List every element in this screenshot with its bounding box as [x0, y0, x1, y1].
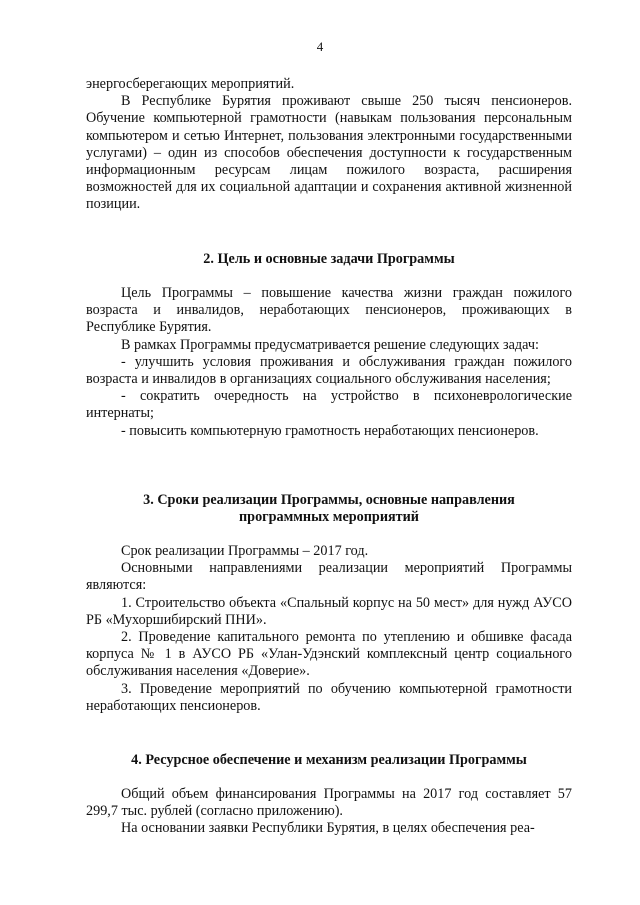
- section-3-direction-3: 3. Проведение мероприятий по обучению компьютерной грамотности неработающих пенсионеров.: [86, 680, 572, 714]
- section-3-title: [86, 492, 572, 526]
- intro-continuation: энергосберегающих мероприятий.: [86, 76, 295, 92]
- section-2-tasks-intro: В рамках Программы предусматривается решение следующих задач:: [121, 336, 539, 353]
- section-3-title-line-2: программных мероприятий: [239, 509, 419, 526]
- intro-block: [86, 76, 572, 214]
- page-number: 4: [316, 39, 324, 54]
- section-3-title-line-1: 3. Сроки реализации Программы, основные направления: [143, 492, 515, 508]
- section-2-task-1: - улучшить условия проживания и обслуживания граждан пожилого возраста и инвалидов в организациях социального обслуживания населения;: [86, 353, 572, 388]
- section-2-body: [86, 285, 572, 440]
- section-4-title: 4. Ресурсное обеспечение и механизм реализации Программы: [131, 752, 527, 768]
- section-2-goal: Цель Программы – повышение качества жизни граждан пожилого возраста и инвалидов, неработающих пенсионеров, проживающих в Республике Бурятия.: [86, 285, 572, 336]
- section-2-title: 2. Цель и основные задачи Программы: [203, 251, 455, 267]
- section-4-body: [86, 786, 572, 838]
- intro-paragraph: В Республике Бурятия проживают свыше 250 тысяч пенсионеров. Обучение компьютерной грамотности (навыкам пользования персональным компьютером и сетью Интернет, пользования электронными государственными услугами) – один из способов обеспечения доступности к государственным информационным ресурсам лицам пожилого возраста, расширения возможностей для их социальной адаптации и сохранения активной жизненной позиции.: [86, 93, 572, 213]
- section-4-financing: Общий объем финансирования Программы на 2017 год составляет 57 299,7 тыс. рублей (согласно приложению).: [86, 786, 572, 820]
- section-3-directions-intro: Основными направлениями реализации мероприятий Программы являются:: [86, 560, 572, 594]
- section-3-direction-2: 2. Проведение капитального ремонта по утеплению и обшивке фасада корпуса № 1 в АУСО РБ «Улан-Удэнский комплексный центр социального обслуживания населения «Доверие».: [86, 629, 572, 680]
- section-2-task-2: - сократить очередность на устройство в психоневрологические интернаты;: [86, 388, 572, 422]
- section-4-basis: На основании заявки Республики Бурятия, в целях обеспечения реа-: [121, 820, 535, 837]
- section-2-task-3: - повысить компьютерную грамотность неработающих пенсионеров.: [121, 422, 539, 439]
- section-3-body: [86, 543, 572, 715]
- section-3-direction-1: 1. Строительство объекта «Спальный корпус на 50 мест» для нужд АУСО РБ «Мухоршибирский ПНИ».: [86, 594, 572, 628]
- section-3-term: Срок реализации Программы – 2017 год.: [121, 543, 369, 559]
